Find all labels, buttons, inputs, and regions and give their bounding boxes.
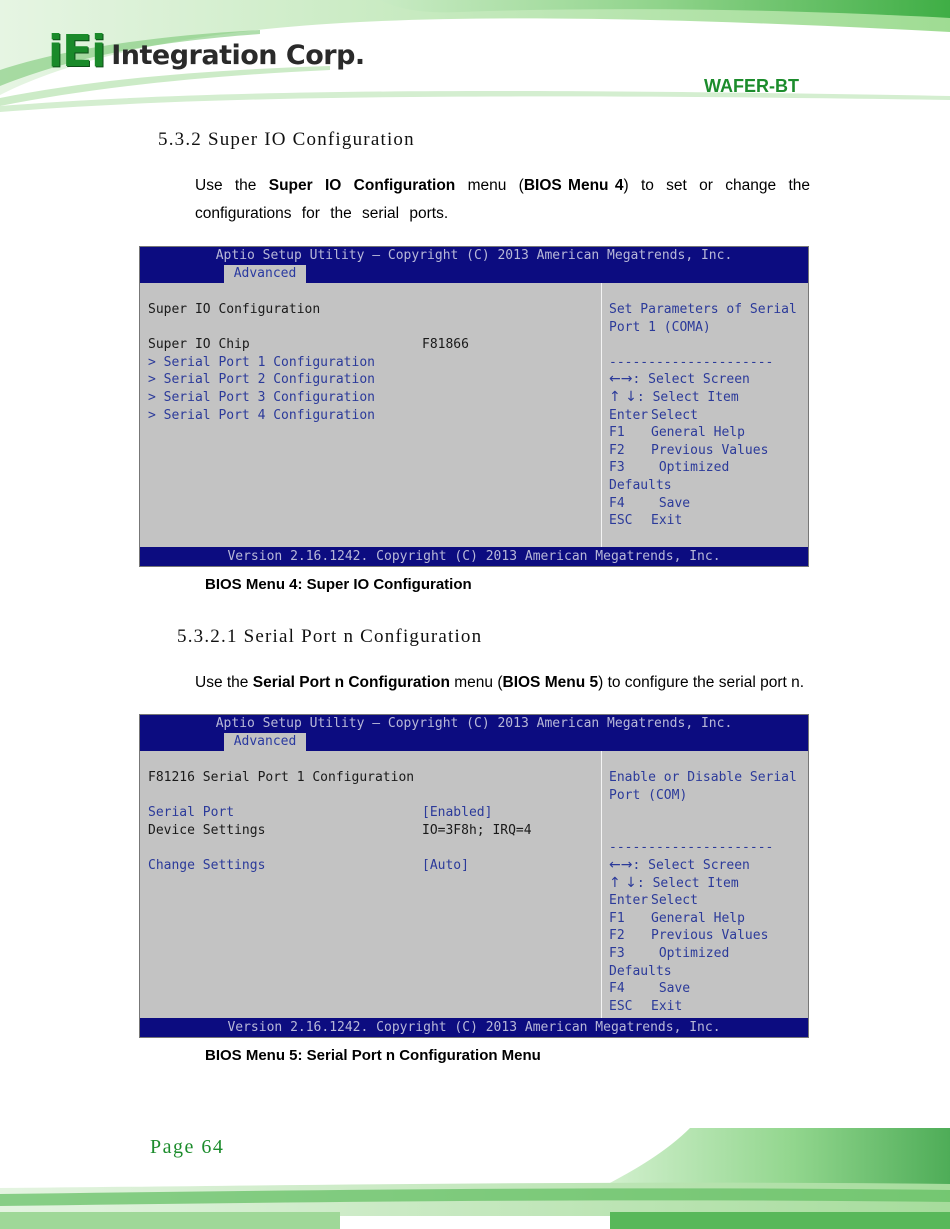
help-select-item: ↑ ↓: Select Item [609,874,739,891]
serial-port-value: [Enabled] [422,805,493,821]
help-separator: --------------------- [609,840,774,856]
bios-menu-4-screenshot [139,246,809,567]
footer-banner [0,1128,950,1229]
tab-advanced: Advanced [224,265,306,283]
help-esc: ESC Exit [609,513,683,529]
bios-title: Aptio Setup Utility – Copyright (C) 2013 American Megatrends, Inc. [215,716,733,731]
product-name: WAFER-BT [704,76,799,96]
bios-page-title: Super IO Configuration [148,302,321,317]
super-io-chip-value: F81866 [422,337,469,353]
submenu-serial-port-4: > Serial Port 4 Configuration [148,407,375,423]
help-esc: ESC Exit [609,998,683,1014]
help-description-1: Set Parameters of Serial [609,302,797,317]
help-description-1: Enable or Disable Serial [609,770,797,785]
help-f1: F1 General Help [609,910,745,926]
bios-title-bar [140,247,808,283]
left-right-arrow-icon: ←→ [609,371,633,388]
bios-panel-divider [601,751,602,1020]
paragraph-serial-port: Use the Serial Port n Configuration menu (BIOS Menu 5) to configure the serial port n. [195,674,805,691]
caption-bios-menu-5: BIOS Menu 5: Serial Port n Configuration Menu [205,1047,541,1064]
bios-menu-5-screenshot [139,714,809,1038]
logo-mark: iEi [48,26,106,77]
help-f2: F2 Previous Values [609,928,769,944]
left-right-arrow-icon: ←→ [609,856,633,873]
bios-page-title: F81216 Serial Port 1 Configuration [148,770,415,785]
help-f2: F2 Previous Values [609,442,769,458]
company-logo [48,28,365,76]
help-select-item: ↑ ↓: Select Item [609,388,739,405]
help-f3: F3 Optimized [609,945,730,961]
serial-port-row: Serial Port [Enabled] [148,805,493,821]
paragraph-super-io: Use the Super IO Configuration menu (BIOS Menu 4) to set or change the configurations for the serial ports. [195,177,810,222]
help-f4: F4 Save [609,981,691,997]
bios-version-bar: Version 2.16.1242. Copyright (C) 2013 American Megatrends, Inc. [140,1018,808,1037]
help-select-screen: ←→: Select Screen [609,371,750,388]
help-enter: Enter Select [609,407,698,423]
help-separator: --------------------- [609,354,774,370]
help-enter: Enter Select [609,893,698,909]
logo-text: Integration Corp. [111,40,365,71]
help-f3-cont: Defaults [609,477,672,493]
section-heading-serial-port: 5.3.2.1 Serial Port n Configuration [177,626,483,647]
help-description-2: Port 1 (COMA) [609,319,711,335]
help-f3: F3 Optimized [609,460,730,476]
help-select-screen: ←→: Select Screen [609,856,750,873]
page-number: Page 64 [150,1136,225,1158]
change-settings-row: Change Settings [Auto] [148,857,469,873]
bios-options-panel [148,301,588,424]
device-settings-value: IO=3F8h; IRQ=4 [422,822,532,838]
bios-title-bar [140,715,808,751]
up-down-arrow-icon: ↑ ↓ [609,874,637,891]
bios-help-panel [609,769,804,1015]
device-settings-row: Device Settings IO=3F8h; IRQ=4 [148,822,532,838]
bios-help-panel [609,301,804,530]
help-f3-cont: Defaults [609,963,672,979]
bios-title: Aptio Setup Utility – Copyright (C) 2013 American Megatrends, Inc. [215,248,733,263]
bios-version-bar: Version 2.16.1242. Copyright (C) 2013 American Megatrends, Inc. [140,547,808,566]
bios-panel-divider [601,283,602,548]
caption-bios-menu-4: BIOS Menu 4: Super IO Configuration [205,576,472,593]
submenu-serial-port-2: > Serial Port 2 Configuration [148,372,375,388]
tab-advanced: Advanced [224,733,306,751]
super-io-chip-row: Super IO Chip F81866 [148,337,469,353]
help-f1: F1 General Help [609,425,745,441]
help-description-2: Port (COM) [609,787,688,803]
up-down-arrow-icon: ↑ ↓ [609,388,637,405]
section-heading-super-io: 5.3.2 Super IO Configuration [158,129,415,150]
change-settings-value: [Auto] [422,857,469,873]
bios-options-panel [148,769,588,875]
submenu-serial-port-1: > Serial Port 1 Configuration [148,354,375,370]
submenu-serial-port-3: > Serial Port 3 Configuration [148,389,375,405]
help-f4: F4 Save [609,495,691,511]
